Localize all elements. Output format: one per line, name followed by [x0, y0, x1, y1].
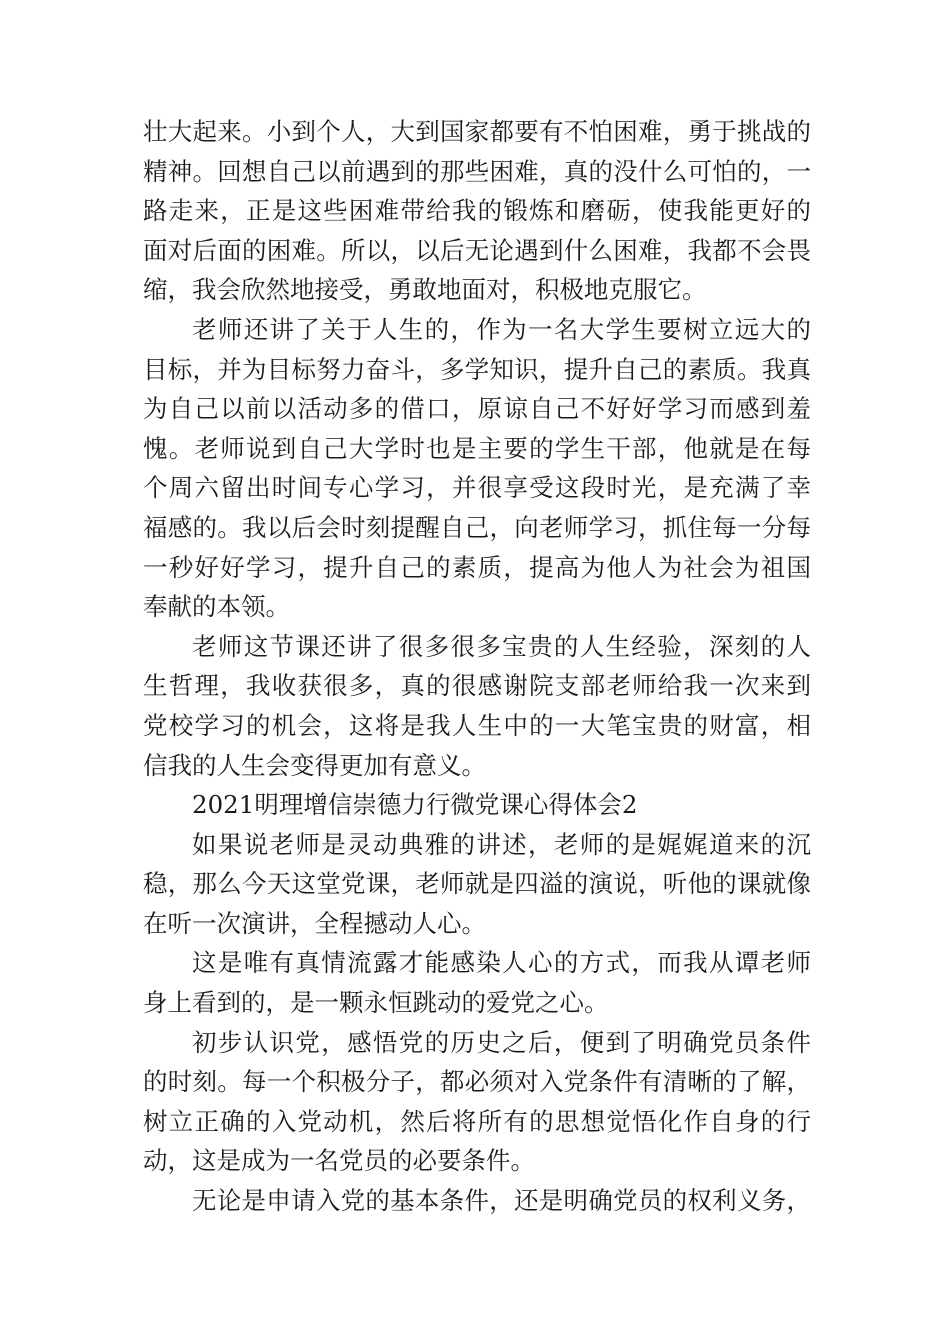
text-line: 在听一次演讲，全程撼动人心。 [143, 908, 486, 938]
text-line: 精神。回想自己以前遇到的那些困难，真的没什么可怕的，一 [143, 156, 811, 186]
text-line: 无论是申请入党的基本条件，还是明确党员的权利义务， [192, 1186, 811, 1216]
text-line: 这是唯有真情流露才能感染人心的方式，而我从谭老师 [192, 948, 811, 978]
text-line: 的时刻。每一个积极分子，都必须对入党条件有清晰的了解， [143, 1067, 811, 1097]
text-line: 信我的人生会变得更加有意义。 [143, 750, 486, 780]
text-line: 个周六留出时间专心学习，并很享受这段时光，是充满了幸 [143, 473, 811, 503]
text-line: 树立正确的入党动机，然后将所有的思想觉悟化作自身的行 [143, 1106, 811, 1136]
text-line: 老师这节课还讲了很多很多宝贵的人生经验，深刻的人 [192, 631, 811, 661]
text-line: 党校学习的机会，这将是我人生中的一大笔宝贵的财富，相 [143, 710, 811, 740]
text-line: 面对后面的困难。所以，以后无论遇到什么困难，我都不会畏 [143, 235, 811, 265]
text-line: 如果说老师是灵动典雅的讲述，老师的是娓娓道来的沉 [192, 829, 811, 859]
text-line: 路走来，正是这些困难带给我的锻炼和磨砺，使我能更好的 [143, 196, 811, 226]
text-line: 老师还讲了关于人生的，作为一名大学生要树立远大的 [192, 314, 811, 344]
text-line: 稳，那么今天这堂党课，老师就是四溢的演说，听他的课就像 [143, 869, 811, 899]
text-line: 愧。老师说到自己大学时也是主要的学生干部，他就是在每 [143, 433, 811, 463]
text-line: 为自己以前以活动多的借口，原谅自己不好好学习而感到羞 [143, 394, 811, 424]
text-line: 动，这是成为一名党员的必要条件。 [143, 1146, 535, 1176]
text-line: 一秒好好学习，提升自己的素质，提高为他人为社会为祖国 [143, 552, 811, 582]
text-line: 奉献的本领。 [143, 592, 290, 622]
text-line: 目标，并为目标努力奋斗，多学知识，提升自己的素质。我真 [143, 354, 811, 384]
text-line: 缩，我会欣然地接受，勇敢地面对，积极地克服它。 [143, 275, 707, 305]
text-line: 身上看到的，是一颗永恒跳动的爱党之心。 [143, 988, 609, 1018]
text-line: 福感的。我以后会时刻提醒自己，向老师学习，抓住每一分每 [143, 512, 811, 542]
text-line: 初步认识党，感悟党的历史之后，便到了明确党员条件 [192, 1027, 811, 1057]
text-line: 壮大起来。小到个人，大到国家都要有不怕困难，勇于挑战的 [143, 117, 811, 146]
text-line: 2021明理增信崇德力行微党课心得体会2 [192, 790, 638, 820]
document-body [143, 112, 811, 1221]
text-line: 生哲理，我收获很多，真的很感谢院支部老师给我一次来到 [143, 671, 811, 701]
